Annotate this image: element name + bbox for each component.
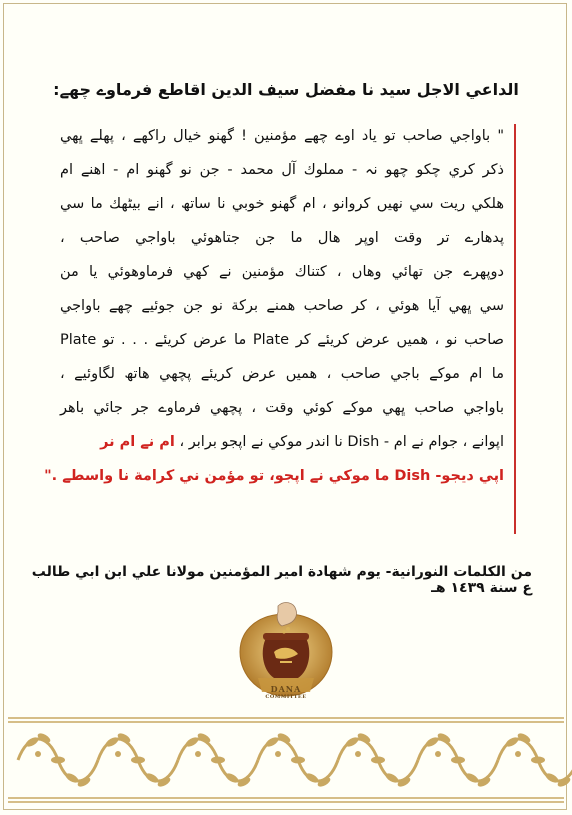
vine-pattern — [18, 731, 572, 788]
vine-leaf — [531, 757, 545, 764]
vine-bud — [355, 751, 361, 757]
logo-name: DANA — [270, 684, 302, 694]
vine-motif — [178, 731, 258, 788]
vine-motif — [498, 731, 572, 788]
source-reference: من الكلمات النورانية- يوم شهادة امير المؤمنين مولانا علي ابن ابي طالب ع سنة ١٤٣٩ هـ — [31, 564, 532, 596]
vine-leaf — [131, 757, 145, 764]
vine-leaf — [51, 757, 65, 764]
logo-caption — [236, 684, 336, 700]
vine-motif — [418, 731, 498, 788]
highlighted-closing-line: اپي ديجو- Dish ما موكي نے اپجو، تو مؤمن ني كرامة نا واسطے ." — [44, 468, 504, 484]
logo-subtitle: COMMITTEE — [265, 694, 307, 700]
vine-motif — [18, 731, 98, 788]
ornamental-border — [0, 712, 572, 808]
vine-bud — [435, 751, 441, 757]
quote-line: هلكي ريت سي نهيں كروانو ، ام گھنو خوبي نا ساتھ ، انے بيٹهك ما سي — [60, 196, 504, 212]
quote-line-with-highlight — [60, 432, 504, 452]
quote-line: دوپهرے جن تھائي وهاں ، كتناك مؤمنين نے كھي فرماوهوئي يا من — [60, 264, 504, 280]
vine-bud — [515, 751, 521, 757]
highlighted-text: ام نے ام نر — [100, 434, 175, 450]
vine-leaf — [451, 757, 465, 764]
quote-line: ذكر كري چكو چهو نہ - مملوك آل محمد - جن نو گھنو ام - اهنے ام — [60, 162, 504, 178]
vine-bud — [275, 751, 281, 757]
quote-line: سي ڀهي آيا هوئي ، كر صاحب همنے بركة نو جن جوئيے چھے باواجي — [60, 298, 504, 314]
quote-line: ما ام موكے باجي صاحب ، هميں عرض كريئے پچهي هاتھ لگاوئيے ، — [60, 366, 504, 382]
quote-line: " باواجي صاحب تو ياد اوے چھے مؤمنين ! گھنو خيال راكھے ، پهلے ڀهي — [60, 128, 504, 144]
quote-line-text: اپوانے ، جوام نے ام - Dish نا اندر موكي نے اپجو برابر ، — [179, 434, 504, 450]
quote-line: صاحب نو ، هميں عرض كريئے كر Plate ما عرض كريئے . . . تو Plate — [60, 332, 504, 348]
page-heading: الداعي الاجل سيد نا مفضل سيف الدين اقاطع فرماوے چھے: — [53, 80, 519, 99]
quote-line: باواجي صاحب ڀهي موكے كوئي وقت ، پچهي فرماوے جر جائي باهر — [60, 400, 504, 416]
vine-motif — [338, 731, 418, 788]
vine-leaf — [371, 757, 385, 764]
vine-bud — [115, 751, 121, 757]
vine-bud — [35, 751, 41, 757]
quote-block — [44, 124, 516, 534]
vine-leaf — [211, 757, 225, 764]
vine-bud — [195, 751, 201, 757]
vine-motif — [98, 731, 178, 788]
vine-motif — [258, 731, 338, 788]
vine-leaf — [291, 757, 305, 764]
quote-line: پدهارے تر وقت اوپر هال ما جن جتاهوئي باواجي صاحب ، — [60, 230, 504, 246]
